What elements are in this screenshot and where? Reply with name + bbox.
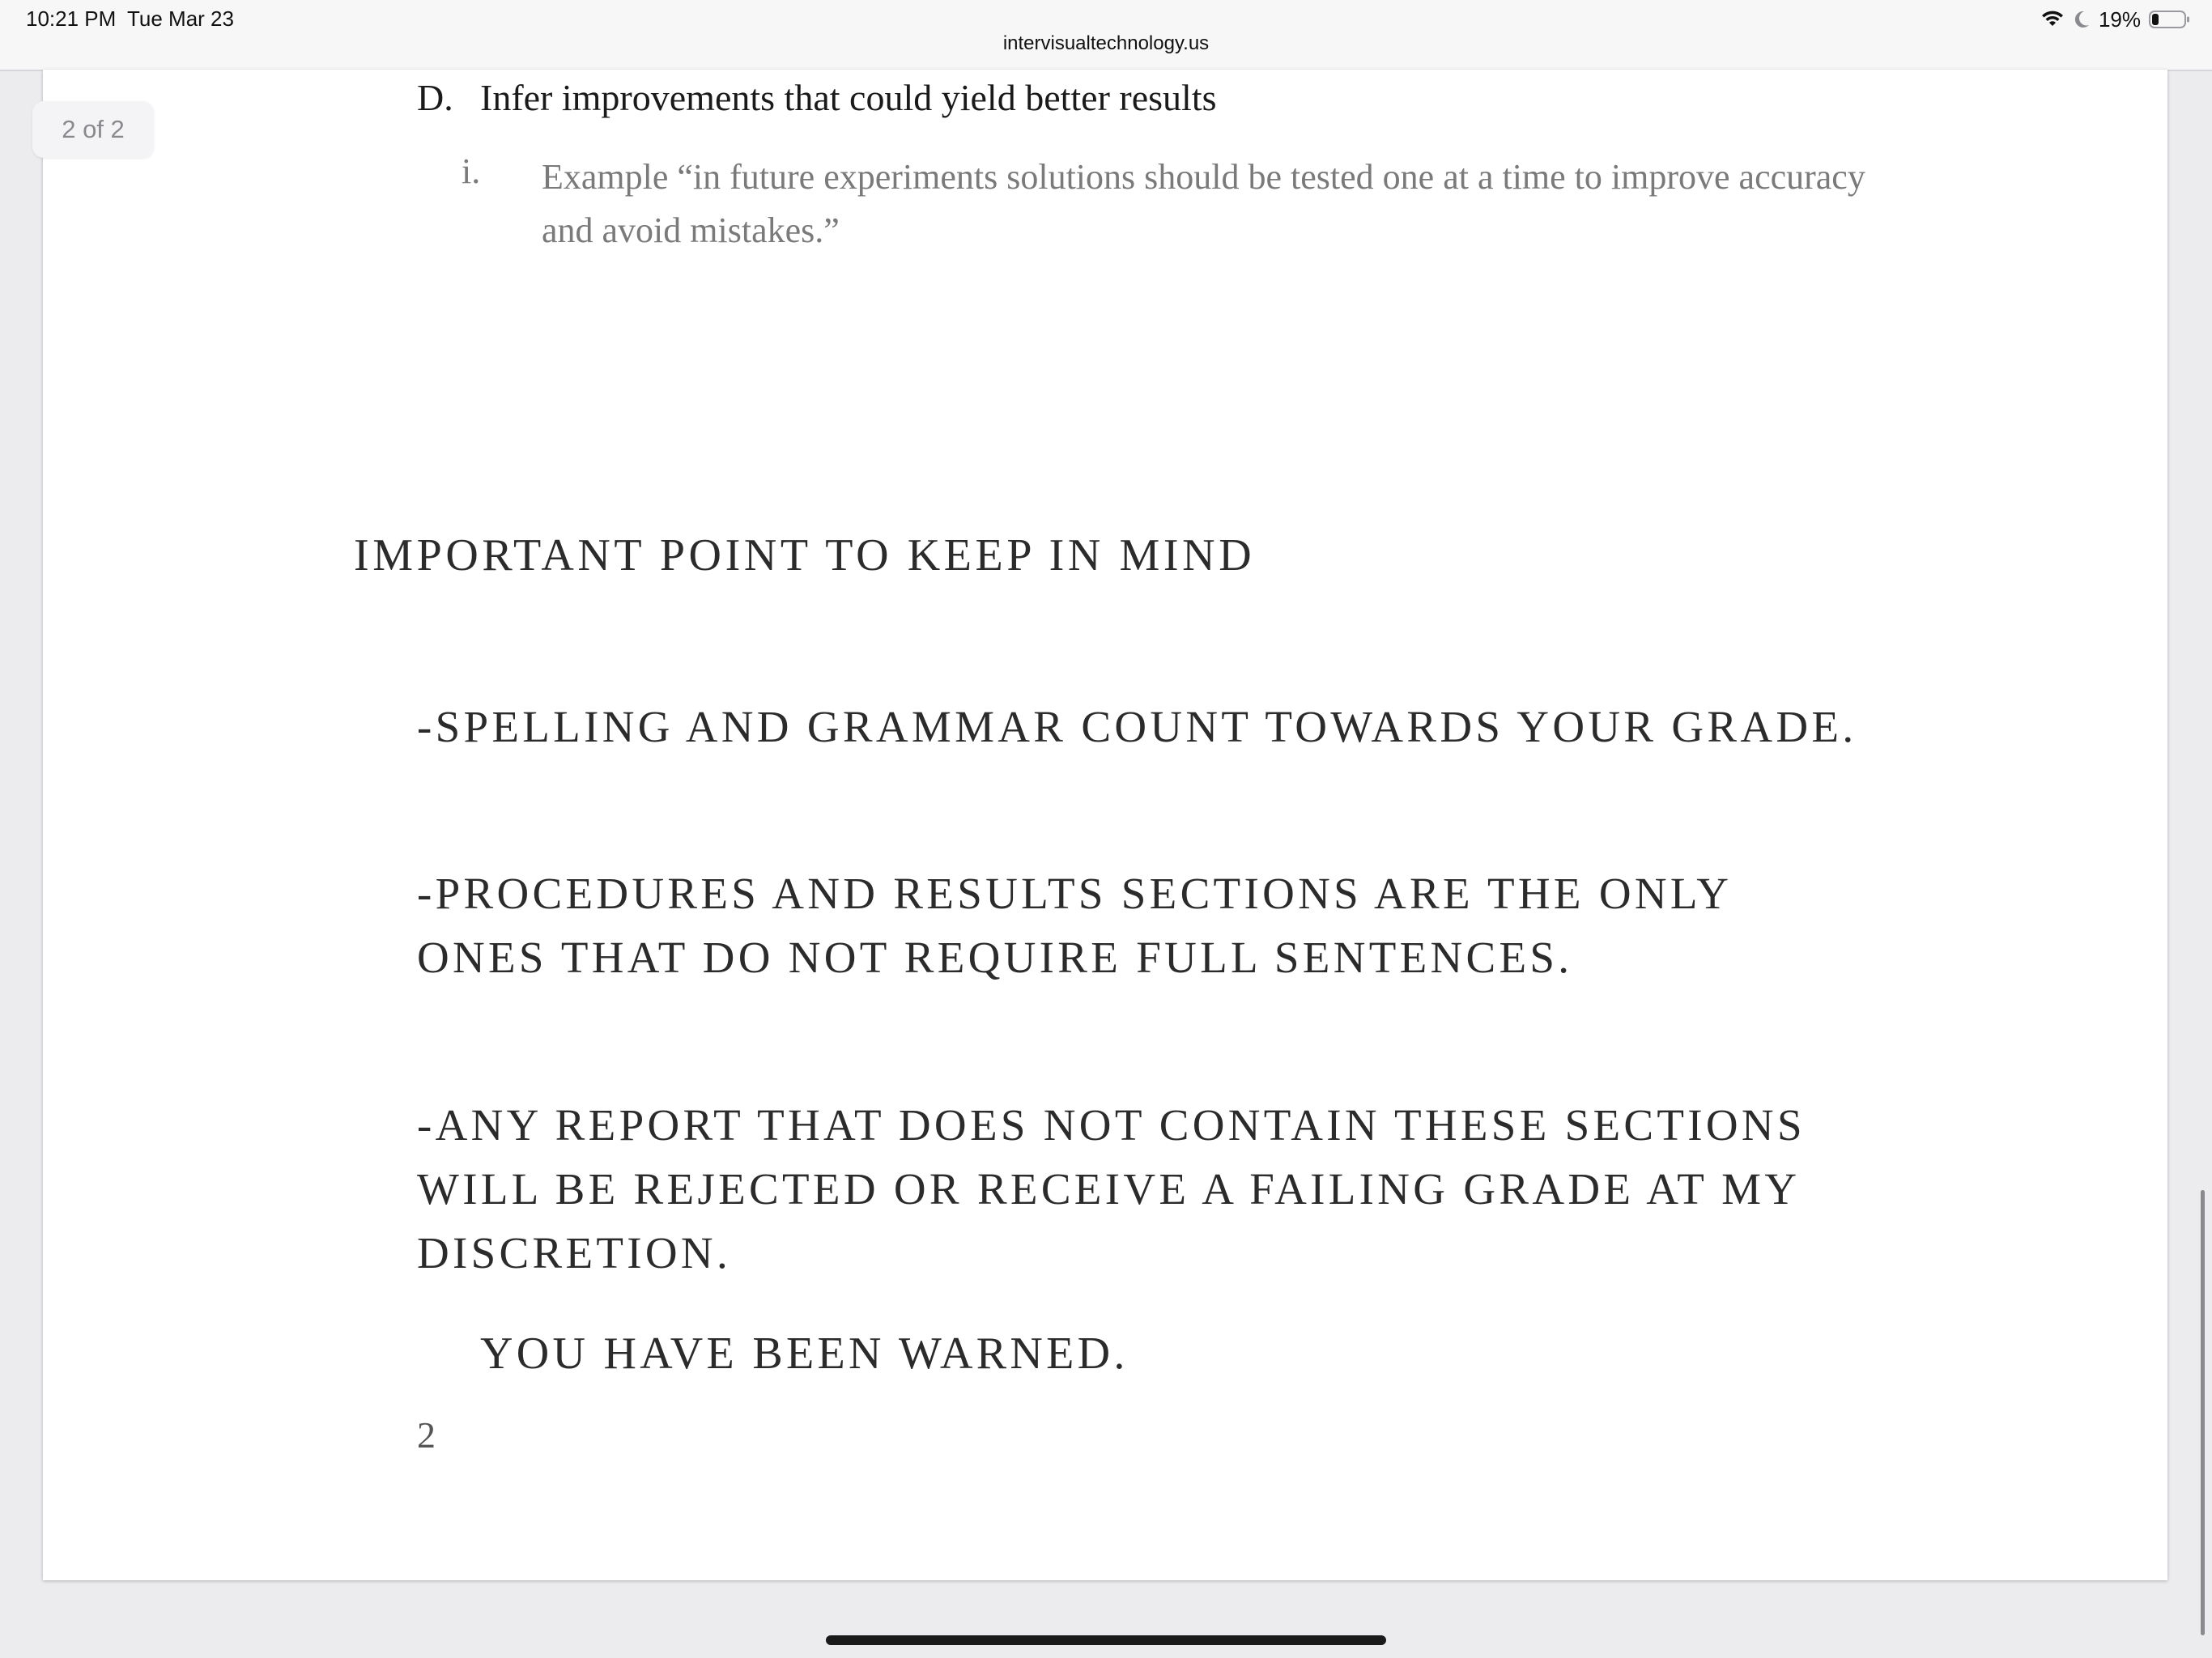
wifi-icon xyxy=(2040,10,2065,29)
url-bar[interactable]: intervisualtechnology.us xyxy=(1002,32,1210,54)
status-date: Tue Mar 23 xyxy=(127,6,234,31)
status-indicators xyxy=(2040,6,2191,32)
scrollbar[interactable] xyxy=(2201,1190,2205,1635)
moon-icon xyxy=(2073,10,2091,29)
page-number: 2 xyxy=(417,1414,436,1456)
page-indicator: 2 of 2 xyxy=(32,101,154,158)
list-marker-d: D. xyxy=(417,77,453,118)
note-procedures: -PROCEDURES AND RESULTS SECTIONS ARE THE ONLY ONES THAT DO NOT REQUIRE FULL SENTENCES. xyxy=(417,869,1731,982)
browser-top-bar xyxy=(0,0,2212,71)
list-marker-i: i. xyxy=(462,151,481,191)
note-rejection: -ANY REPORT THAT DOES NOT CONTAIN THESE SECTIONS WILL BE REJECTED OR RECEIVE A FAILING GRADE AT MY DISCRETION. xyxy=(417,1100,1806,1278)
list-item-i-text: Example “in future experiments solutions should be tested one at a time to improve accuracy and avoid mistakes.” xyxy=(542,157,1865,250)
list-item-d-text: Infer improvements that could yield better results xyxy=(480,77,1217,118)
status-time: 10:21 PM xyxy=(26,6,117,31)
important-heading: IMPORTANT POINT TO KEEP IN MIND xyxy=(354,530,1256,580)
battery-percentage: 19% xyxy=(2098,6,2141,32)
warning-text: YOU HAVE BEEN WARNED. xyxy=(480,1329,1129,1379)
home-indicator[interactable] xyxy=(826,1635,1386,1645)
battery-icon xyxy=(2149,10,2191,29)
note-spelling: -SPELLING AND GRAMMAR COUNT TOWARDS YOUR GRADE. xyxy=(417,702,1857,751)
